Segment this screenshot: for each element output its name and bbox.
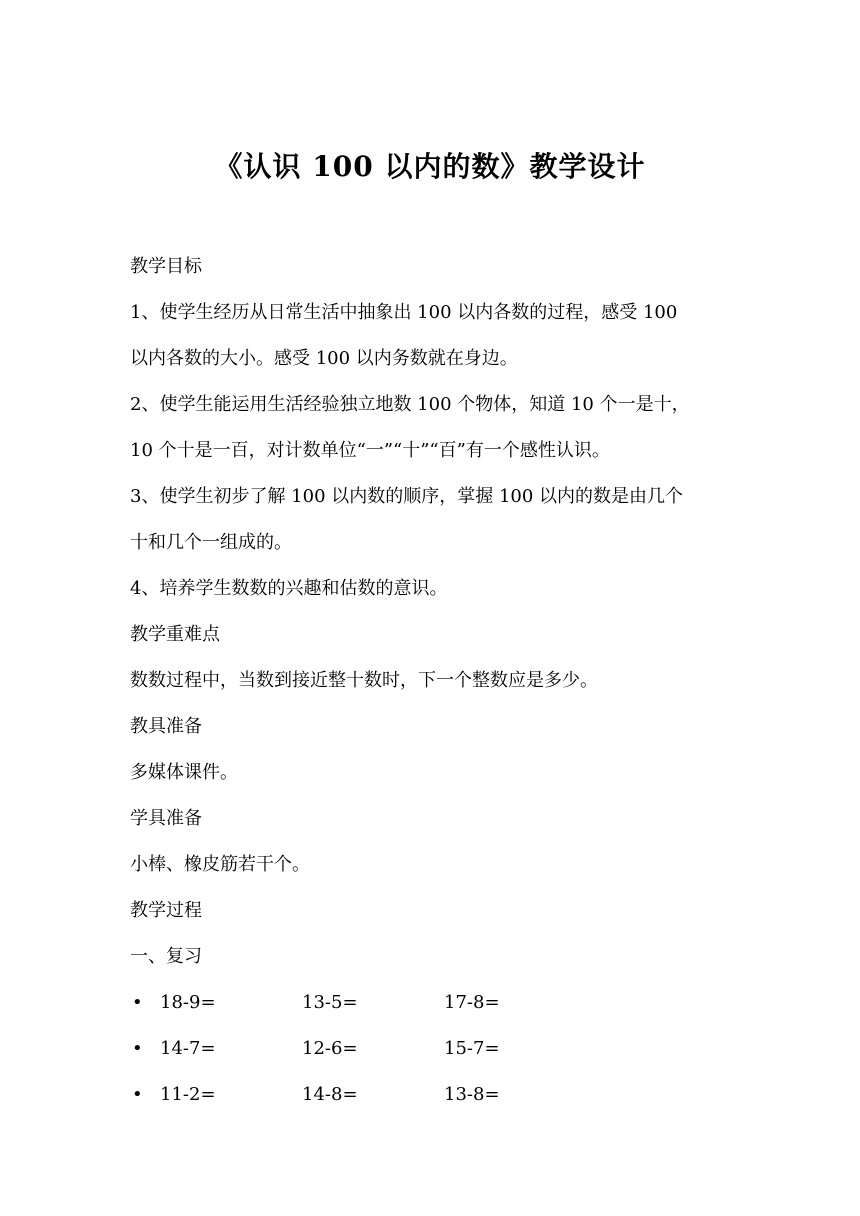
goal-2-line-1: 2、使学生能运用生活经验独立地数 100 个物体，知道 10 个一是十， <box>130 394 690 415</box>
goals-heading: 教学目标 <box>130 256 202 277</box>
key-points-heading: 教学重难点 <box>130 624 220 645</box>
exercise-item: 11-2= <box>160 1084 216 1105</box>
goal-2 <box>130 382 740 474</box>
goal-1 <box>130 290 740 382</box>
exercise-item: 12-6= <box>302 1038 358 1059</box>
exercise-item: 18-9= <box>160 992 216 1013</box>
goal-3-line-2: 十和几个一组成的。 <box>130 532 292 553</box>
student-materials-text: 小棒、橡皮筋若干个。 <box>130 854 310 875</box>
goal-4: 4、培养学生数数的兴趣和估数的意识。 <box>130 578 448 599</box>
goal-3 <box>130 474 740 566</box>
teacher-materials-heading: 教具准备 <box>130 716 202 737</box>
bullet-icon: • <box>132 1084 143 1105</box>
exercise-item: 13-5= <box>302 992 358 1013</box>
student-materials-heading: 学具准备 <box>130 808 202 829</box>
exercise-item: 14-8= <box>302 1084 358 1105</box>
review-heading: 一、复习 <box>130 946 202 967</box>
goal-2-line-2: 10 个十是一百，对计数单位“一”“十”“百”有一个感性认识。 <box>130 440 610 461</box>
exercise-item: 15-7= <box>444 1038 500 1059</box>
document-title: 《认识 100 以内的数》教学设计 <box>214 150 646 183</box>
exercise-row <box>130 1026 740 1072</box>
exercise-item: 13-8= <box>444 1084 500 1105</box>
goal-3-line-1: 3、使学生初步了解 100 以内数的顺序，掌握 100 以内的数是由几个 <box>130 486 684 507</box>
goal-1-line-1: 1、使学生经历从日常生活中抽象出 100 以内各数的过程，感受 100 <box>130 302 678 323</box>
document-body <box>130 244 740 1118</box>
goal-1-line-2: 以内各数的大小。感受 100 以内务数就在身边。 <box>130 348 518 369</box>
process-heading: 教学过程 <box>130 900 202 921</box>
exercise-row <box>130 980 740 1026</box>
exercise-item: 14-7= <box>160 1038 216 1059</box>
exercise-row <box>130 1072 740 1118</box>
key-points-text: 数数过程中，当数到接近整十数时，下一个整数应是多少。 <box>130 670 598 691</box>
bullet-icon: • <box>132 1038 143 1059</box>
exercise-item: 17-8= <box>444 992 500 1013</box>
bullet-icon: • <box>132 992 143 1013</box>
teacher-materials-text: 多媒体课件。 <box>130 762 238 783</box>
